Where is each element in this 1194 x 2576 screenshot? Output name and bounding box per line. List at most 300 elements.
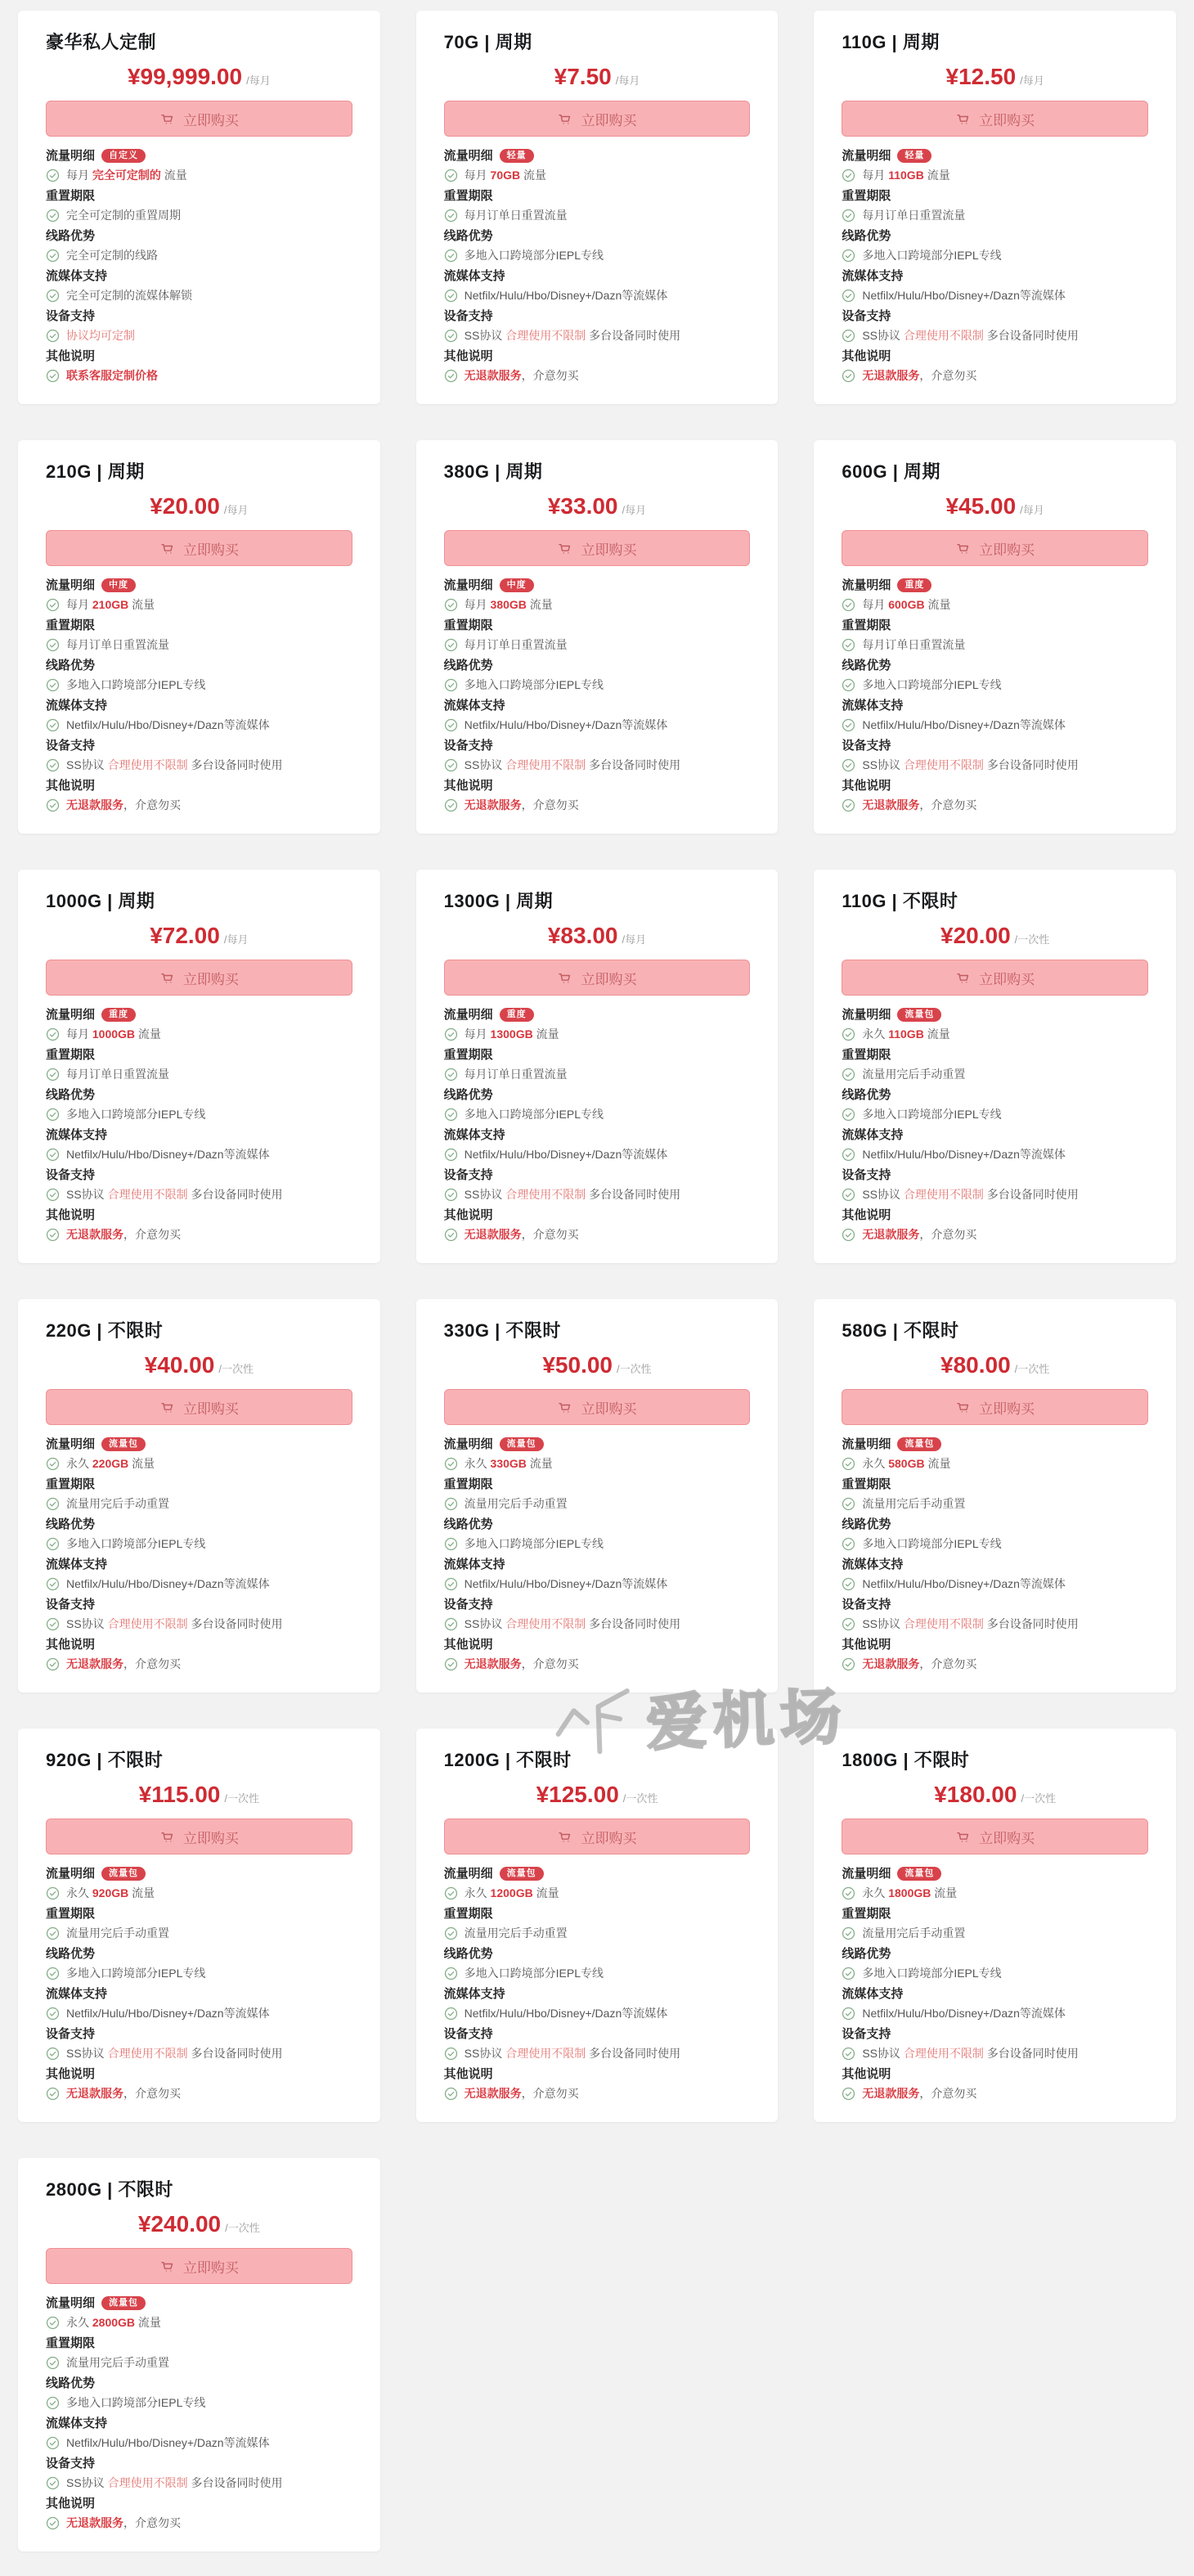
section-label-text: 其他说明 xyxy=(443,349,493,363)
feature-text: 永久 220GB 流量 xyxy=(66,1457,155,1470)
check-icon xyxy=(444,209,458,223)
buy-now-button[interactable] xyxy=(46,2248,352,2284)
cart-icon xyxy=(955,1828,972,1845)
check-icon xyxy=(46,678,60,692)
feature-item xyxy=(444,636,751,653)
feature-text: 无退款服务，介意勿买 xyxy=(464,2087,579,2100)
section-label xyxy=(444,148,751,164)
section-label xyxy=(46,2026,352,2042)
plan-price-unit: /每月 xyxy=(615,74,640,87)
plan-title: 210G | 周期 xyxy=(46,461,145,482)
plan-card xyxy=(416,11,779,404)
section-label xyxy=(46,148,352,164)
cart-icon xyxy=(159,1828,176,1845)
section-label xyxy=(46,1986,352,2002)
section-label-text: 流媒体支持 xyxy=(46,2416,108,2430)
section-label xyxy=(842,1007,1148,1023)
plan-price: ¥50.00 xyxy=(542,1352,613,1378)
section-label xyxy=(444,228,751,244)
section-label-text: 设备支持 xyxy=(842,1598,891,1612)
section-label-text: 流量明细 xyxy=(842,1867,891,1881)
feature-text: 无退款服务，介意勿买 xyxy=(862,369,977,382)
feature-item xyxy=(842,636,1148,653)
check-icon xyxy=(842,1108,855,1122)
section-label xyxy=(444,2026,751,2042)
section-label xyxy=(444,348,751,364)
section-label-text: 线路优势 xyxy=(46,229,96,243)
section-label xyxy=(842,348,1148,364)
check-icon xyxy=(46,1967,60,1980)
plan-title: 1300G | 周期 xyxy=(443,891,554,911)
feature-text: SS协议 合理使用不限制 多台设备同时使用 xyxy=(862,329,1079,342)
feature-text: 流量用完后手动重置 xyxy=(66,2356,169,2369)
feature-item xyxy=(444,797,751,813)
plan-title: 580G | 不限时 xyxy=(842,1320,959,1341)
check-icon xyxy=(46,1886,60,1900)
feature-text: 流量用完后手动重置 xyxy=(464,1926,568,1940)
feature-item xyxy=(842,247,1148,263)
section-label xyxy=(46,1007,352,1023)
section-label xyxy=(842,658,1148,673)
feature-item xyxy=(46,247,352,263)
check-icon xyxy=(46,1577,60,1591)
feature-item xyxy=(444,367,751,384)
check-icon xyxy=(444,638,458,652)
section-label-text: 流量明细 xyxy=(443,1008,493,1022)
plan-card xyxy=(18,11,380,404)
feature-text: 多地入口跨境部分IEPL专线 xyxy=(464,678,604,691)
feature-text: 每月订单日重置流量 xyxy=(464,1068,568,1081)
traffic-badge: 重度 xyxy=(500,1008,534,1022)
plan-card xyxy=(814,11,1176,404)
plan-price-unit: /一次性 xyxy=(617,1363,652,1375)
feature-text: 每月订单日重置流量 xyxy=(66,1068,169,1081)
check-icon xyxy=(842,1967,855,1980)
section-label-text: 流量明细 xyxy=(443,1437,493,1451)
section-label xyxy=(842,1986,1148,2002)
feature-text: SS协议 合理使用不限制 多台设备同时使用 xyxy=(464,1188,681,1201)
check-icon xyxy=(46,1228,60,1242)
feature-item xyxy=(46,2314,352,2331)
feature-item xyxy=(842,1616,1148,1632)
feature-text: 多地入口跨境部分IEPL专线 xyxy=(464,1967,604,1980)
plan-price: ¥80.00 xyxy=(940,1352,1011,1378)
section-label xyxy=(842,1127,1148,1143)
feature-text: SS协议 合理使用不限制 多台设备同时使用 xyxy=(66,2476,283,2489)
feature-item xyxy=(46,1535,352,1552)
section-label xyxy=(842,268,1148,284)
check-icon xyxy=(842,209,855,223)
buy-now-button[interactable] xyxy=(46,1389,352,1425)
section-label xyxy=(46,2416,352,2431)
plan-card xyxy=(18,1729,380,2122)
feature-item xyxy=(444,757,751,773)
section-label-text: 流媒体支持 xyxy=(443,1987,505,2001)
feature-item xyxy=(444,2005,751,2021)
section-label-text: 流量明细 xyxy=(46,149,96,163)
section-label-text: 流量明细 xyxy=(46,1008,96,1022)
plan-price: ¥40.00 xyxy=(144,1352,215,1378)
feature-item xyxy=(46,287,352,303)
section-label-text: 其他说明 xyxy=(46,349,96,363)
feature-item xyxy=(444,1885,751,1901)
section-label-text: 流媒体支持 xyxy=(443,1558,505,1571)
check-icon xyxy=(46,2516,60,2530)
feature-item xyxy=(842,797,1148,813)
buy-now-button[interactable] xyxy=(842,101,1148,137)
buy-now-button[interactable] xyxy=(46,1818,352,1854)
section-label-text: 设备支持 xyxy=(46,1168,96,1182)
plan-card xyxy=(416,1729,779,2122)
plan-price-row xyxy=(842,1782,1148,1808)
section-label-text: 其他说明 xyxy=(842,779,891,793)
plan-price-row xyxy=(842,1352,1148,1378)
plan-price-unit: /每月 xyxy=(622,933,647,946)
section-label xyxy=(842,738,1148,753)
plan-price: ¥83.00 xyxy=(547,923,618,948)
feature-item xyxy=(46,367,352,384)
check-icon xyxy=(444,1967,458,1980)
check-icon xyxy=(842,1926,855,1940)
feature-text: 多地入口跨境部分IEPL专线 xyxy=(464,1537,604,1550)
feature-item xyxy=(46,1925,352,1941)
section-label-text: 设备支持 xyxy=(842,309,891,323)
section-label xyxy=(46,2376,352,2391)
section-label xyxy=(46,1946,352,1962)
section-label-text: 线路优势 xyxy=(46,1088,96,1102)
section-label-text: 线路优势 xyxy=(443,1088,493,1102)
check-icon xyxy=(842,1497,855,1511)
section-label xyxy=(842,228,1148,244)
section-label xyxy=(444,1557,751,1572)
plan-card xyxy=(416,1299,779,1693)
feature-item xyxy=(444,1455,751,1472)
section-label-text: 流量明细 xyxy=(46,2296,96,2310)
feature-text: 流量用完后手动重置 xyxy=(862,1926,966,1940)
check-icon xyxy=(444,2007,458,2021)
feature-item xyxy=(444,596,751,613)
feature-item xyxy=(46,1455,352,1472)
feature-item xyxy=(444,167,751,183)
section-label-text: 线路优势 xyxy=(443,659,493,672)
section-label xyxy=(46,1906,352,1922)
feature-text: Netfilx/Hulu/Hbo/Disney+/Dazn等流媒体 xyxy=(862,718,1066,731)
plan-price-unit: /一次性 xyxy=(622,1792,658,1805)
traffic-badge: 流量包 xyxy=(897,1008,941,1022)
feature-text: 流量用完后手动重置 xyxy=(66,1926,169,1940)
plan-card xyxy=(814,1299,1176,1693)
section-label xyxy=(842,2026,1148,2042)
plan-card xyxy=(814,870,1176,1263)
check-icon xyxy=(444,1617,458,1631)
feature-item xyxy=(444,1186,751,1203)
section-label-text: 流媒体支持 xyxy=(842,1987,904,2001)
check-icon xyxy=(46,2087,60,2101)
traffic-badge: 流量包 xyxy=(101,2296,146,2310)
feature-item xyxy=(842,1026,1148,1042)
feature-text: SS协议 合理使用不限制 多台设备同时使用 xyxy=(66,1617,283,1630)
section-label-text: 线路优势 xyxy=(46,1947,96,1961)
feature-text: 无退款服务，介意勿买 xyxy=(862,1657,977,1670)
section-label xyxy=(46,1087,352,1103)
check-icon xyxy=(46,1188,60,1202)
check-icon xyxy=(46,2356,60,2370)
buy-now-button[interactable] xyxy=(842,960,1148,996)
feature-text: 每月 1000GB 流量 xyxy=(66,1027,161,1041)
check-icon xyxy=(46,209,60,223)
buy-now-button[interactable] xyxy=(842,1818,1148,1854)
check-icon xyxy=(46,329,60,343)
section-label xyxy=(842,1167,1148,1183)
section-label xyxy=(444,308,751,324)
section-label xyxy=(444,1986,751,2002)
traffic-badge: 重度 xyxy=(101,1008,136,1022)
feature-text: 每月 380GB 流量 xyxy=(464,598,553,611)
buy-now-label: 立即购买 xyxy=(581,1400,637,1417)
feature-item xyxy=(842,1455,1148,1472)
buy-now-label: 立即购买 xyxy=(581,112,637,128)
check-icon xyxy=(46,1457,60,1471)
section-label-text: 设备支持 xyxy=(842,739,891,753)
section-label-text: 流量明细 xyxy=(443,578,493,592)
section-label-text: 其他说明 xyxy=(443,2067,493,2081)
section-label xyxy=(444,1127,751,1143)
check-icon xyxy=(46,1068,60,1081)
section-label xyxy=(444,268,751,284)
check-icon xyxy=(444,2047,458,2061)
plan-title: 2800G | 不限时 xyxy=(46,2179,173,2200)
section-label-text: 设备支持 xyxy=(46,2027,96,2041)
feature-item xyxy=(46,1026,352,1042)
feature-text: 流量用完后手动重置 xyxy=(862,1068,966,1081)
section-label xyxy=(46,1207,352,1223)
section-label xyxy=(842,308,1148,324)
plan-title: 380G | 周期 xyxy=(443,461,543,482)
feature-item xyxy=(46,1106,352,1122)
buy-now-button[interactable] xyxy=(444,101,751,137)
section-label xyxy=(842,1207,1148,1223)
feature-text: 每月 完全可定制的 流量 xyxy=(66,169,187,182)
section-label-text: 设备支持 xyxy=(46,1598,96,1612)
section-label xyxy=(842,578,1148,593)
section-label-text: 流量明细 xyxy=(842,578,891,592)
feature-item xyxy=(842,1656,1148,1672)
check-icon xyxy=(842,1617,855,1631)
feature-item xyxy=(46,1226,352,1243)
check-icon xyxy=(842,1537,855,1551)
check-icon xyxy=(842,2047,855,2061)
section-label-text: 线路优势 xyxy=(443,229,493,243)
section-label xyxy=(46,1517,352,1532)
section-label-text: 流媒体支持 xyxy=(46,699,108,713)
section-label xyxy=(444,618,751,633)
traffic-badge: 流量包 xyxy=(101,1867,146,1881)
section-label xyxy=(444,188,751,204)
plan-price-unit: /每月 xyxy=(1020,74,1044,87)
check-icon xyxy=(444,1926,458,1940)
feature-text: SS协议 合理使用不限制 多台设备同时使用 xyxy=(464,329,681,342)
section-label-text: 其他说明 xyxy=(842,2067,891,2081)
feature-item xyxy=(444,1656,751,1672)
buy-now-button[interactable] xyxy=(46,960,352,996)
buy-now-button[interactable] xyxy=(444,1389,751,1425)
section-label xyxy=(444,1087,751,1103)
section-label xyxy=(46,1436,352,1452)
feature-item xyxy=(444,1106,751,1122)
plan-price: ¥72.00 xyxy=(150,923,220,948)
plan-price-row xyxy=(46,1352,352,1378)
section-label-text: 重置期限 xyxy=(46,618,96,632)
feature-text: 每月订单日重置流量 xyxy=(66,638,169,651)
buy-now-button[interactable] xyxy=(444,1818,751,1854)
buy-now-label: 立即购买 xyxy=(979,542,1035,558)
plan-title: 330G | 不限时 xyxy=(443,1320,561,1341)
buy-now-button[interactable] xyxy=(444,960,751,996)
check-icon xyxy=(842,169,855,182)
section-label xyxy=(444,1477,751,1492)
feature-item xyxy=(444,327,751,344)
feature-item xyxy=(842,1885,1148,1901)
plan-title: 110G | 周期 xyxy=(842,32,940,52)
check-icon xyxy=(444,289,458,303)
buy-now-label: 立即购买 xyxy=(182,1400,239,1417)
check-icon xyxy=(842,1148,855,1162)
plan-price-row xyxy=(46,64,352,90)
section-label-text: 流媒体支持 xyxy=(842,699,904,713)
section-label-text: 流媒体支持 xyxy=(46,269,108,283)
check-icon xyxy=(46,369,60,383)
feature-item xyxy=(46,1616,352,1632)
section-label-text: 设备支持 xyxy=(46,2457,96,2470)
traffic-badge: 中度 xyxy=(101,578,136,592)
feature-text: Netfilx/Hulu/Hbo/Disney+/Dazn等流媒体 xyxy=(862,1148,1066,1161)
section-label xyxy=(46,1866,352,1881)
feature-text: 永久 2800GB 流量 xyxy=(66,2316,161,2329)
feature-text: 永久 330GB 流量 xyxy=(464,1457,553,1470)
buy-now-button[interactable] xyxy=(842,1389,1148,1425)
buy-now-button[interactable] xyxy=(46,101,352,137)
section-label xyxy=(842,1087,1148,1103)
section-label xyxy=(842,1946,1148,1962)
plan-price-unit: /每月 xyxy=(622,504,647,516)
feature-text: 无退款服务，介意勿买 xyxy=(66,798,181,811)
section-label-text: 流媒体支持 xyxy=(46,1987,108,2001)
check-icon xyxy=(46,1497,60,1511)
check-icon xyxy=(842,1027,855,1041)
section-label-text: 重置期限 xyxy=(443,1048,493,1062)
buy-now-label: 立即购买 xyxy=(581,542,637,558)
plan-card xyxy=(18,2158,380,2551)
plan-price-unit: /一次性 xyxy=(225,2222,260,2234)
check-icon xyxy=(46,1926,60,1940)
check-icon xyxy=(444,369,458,383)
section-label-text: 其他说明 xyxy=(46,1638,96,1652)
feature-item xyxy=(444,207,751,223)
traffic-badge: 流量包 xyxy=(897,1437,941,1451)
section-label xyxy=(444,1517,751,1532)
feature-text: SS协议 合理使用不限制 多台设备同时使用 xyxy=(66,2047,283,2060)
check-icon xyxy=(46,289,60,303)
cart-icon xyxy=(557,540,573,556)
buy-now-button[interactable] xyxy=(444,530,751,566)
feature-text: 联系客服定制价格 xyxy=(66,369,158,382)
check-icon xyxy=(842,718,855,732)
buy-now-label: 立即购买 xyxy=(979,1830,1035,1846)
feature-text: 协议均可定制 xyxy=(66,329,135,342)
plan-price-row xyxy=(444,1782,751,1808)
buy-now-button[interactable] xyxy=(46,530,352,566)
check-icon xyxy=(444,1108,458,1122)
feature-item xyxy=(842,1226,1148,1243)
feature-item xyxy=(46,2515,352,2531)
feature-item xyxy=(46,636,352,653)
plan-price: ¥240.00 xyxy=(137,2211,222,2237)
section-label-text: 其他说明 xyxy=(443,1638,493,1652)
cart-icon xyxy=(557,969,573,986)
section-label xyxy=(46,698,352,713)
feature-item xyxy=(46,757,352,773)
section-label xyxy=(444,1637,751,1652)
section-label-text: 线路优势 xyxy=(46,1517,96,1531)
section-label-text: 重置期限 xyxy=(46,2336,96,2350)
section-label-text: 流量明细 xyxy=(443,1867,493,1881)
section-label xyxy=(46,2295,352,2311)
plan-price-unit: /每月 xyxy=(223,933,249,946)
feature-text: 多地入口跨境部分IEPL专线 xyxy=(66,1537,206,1550)
feature-text: 永久 580GB 流量 xyxy=(862,1457,951,1470)
buy-now-button[interactable] xyxy=(842,530,1148,566)
feature-item xyxy=(444,1965,751,1981)
buy-now-label: 立即购买 xyxy=(979,1400,1035,1417)
feature-text: 每月 110GB 流量 xyxy=(862,169,950,182)
section-label-text: 重置期限 xyxy=(443,189,493,203)
buy-now-label: 立即购买 xyxy=(979,112,1035,128)
plan-price-row xyxy=(842,64,1148,90)
section-label-text: 设备支持 xyxy=(443,309,493,323)
feature-item xyxy=(444,1925,751,1941)
feature-text: 完全可定制的重置周期 xyxy=(66,209,181,222)
feature-item xyxy=(842,2085,1148,2102)
feature-text: 多地入口跨境部分IEPL专线 xyxy=(66,2396,206,2409)
feature-item xyxy=(46,1965,352,1981)
feature-item xyxy=(46,2045,352,2061)
section-label-text: 流媒体支持 xyxy=(46,1128,108,1142)
check-icon xyxy=(46,1108,60,1122)
plan-price-row xyxy=(842,923,1148,949)
feature-item xyxy=(842,2005,1148,2021)
feature-item xyxy=(842,1965,1148,1981)
feature-text: 多地入口跨境部分IEPL专线 xyxy=(464,249,604,262)
feature-item xyxy=(842,2045,1148,2061)
section-label xyxy=(444,1597,751,1612)
check-icon xyxy=(46,2007,60,2021)
feature-item xyxy=(46,797,352,813)
check-icon xyxy=(46,2396,60,2410)
section-label-text: 线路优势 xyxy=(46,659,96,672)
section-label-text: 线路优势 xyxy=(842,1517,891,1531)
check-icon xyxy=(46,1657,60,1671)
check-icon xyxy=(444,1068,458,1081)
feature-item xyxy=(842,717,1148,733)
check-icon xyxy=(842,798,855,812)
plan-price: ¥33.00 xyxy=(547,493,618,519)
section-label-text: 流量明细 xyxy=(46,578,96,592)
section-label xyxy=(842,1866,1148,1881)
cart-icon xyxy=(955,1399,972,1415)
plan-price-unit: /一次性 xyxy=(1014,933,1050,946)
section-label xyxy=(46,1127,352,1143)
feature-text: 永久 1800GB 流量 xyxy=(862,1886,958,1899)
